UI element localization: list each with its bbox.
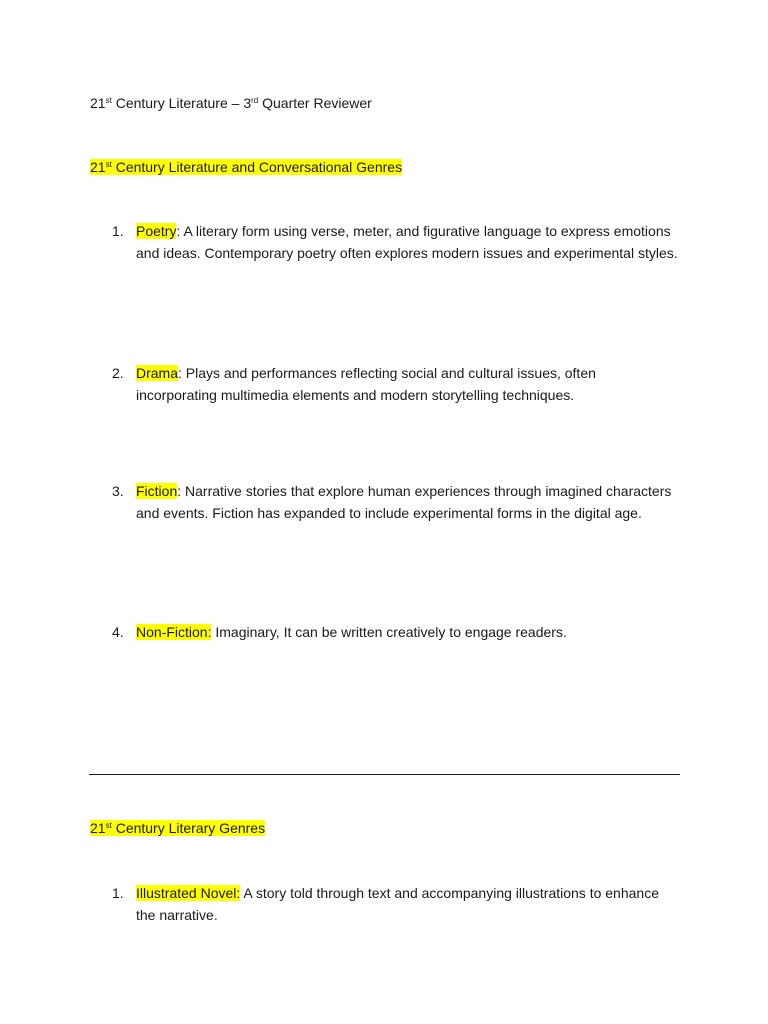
section-heading-conversational-genres (90, 158, 402, 176)
heading-rest: Century Literary Genres (111, 820, 266, 836)
definition-non-fiction: Imaginary, It can be written creatively to engage readers. (211, 624, 567, 640)
term-drama: Drama (136, 365, 179, 381)
list-item-number: 3. (112, 483, 124, 499)
heading-sup: st (105, 160, 112, 169)
list-item-number: 4. (112, 624, 124, 640)
heading-prefix: 21 (90, 820, 106, 836)
list-item-fiction (90, 480, 680, 524)
title-prefix-sup: st (105, 96, 112, 105)
heading-highlight (90, 820, 265, 836)
definition-fiction: : Narrative stories that explore human experiences through imagined characters and events. Fiction has expanded to include experimental forms in the digital age. (136, 483, 672, 521)
list-item-illustrated-novel (90, 882, 680, 926)
term-fiction: Fiction (136, 483, 178, 499)
horizontal-divider (89, 774, 680, 775)
title-middle: Century Literature – 3 (111, 95, 252, 111)
definition-poetry: : A literary form using verse, meter, and figurative language to express emotions and ideas. Contemporary poetry often explores modern issues and experimental styles. (136, 223, 678, 261)
list-item-number: 2. (112, 365, 124, 381)
title-middle-sup: rd (251, 96, 259, 105)
title-suffix: Quarter Reviewer (258, 95, 372, 111)
list-item-number: 1. (112, 223, 124, 239)
definition-drama: : Plays and performances reflecting social and cultural issues, often incorporating multimedia elements and modern storytelling techniques. (136, 365, 596, 403)
heading-rest: Century Literature and Conversational Genres (111, 159, 403, 175)
heading-prefix: 21 (90, 159, 106, 175)
term-poetry: Poetry (136, 223, 177, 239)
definition-illustrated-novel: A story told through text and accompanying illustrations to enhance the narrative. (136, 885, 659, 923)
heading-sup: st (105, 821, 112, 830)
heading-highlight (90, 159, 402, 175)
list-item-poetry (90, 220, 680, 264)
list-item-drama (90, 362, 680, 406)
section-heading-literary-genres (90, 819, 265, 837)
term-non-fiction: Non-Fiction: (136, 624, 212, 640)
title-prefix: 21 (90, 95, 106, 111)
list-item-non-fiction (90, 621, 680, 643)
list-item-number: 1. (112, 885, 124, 901)
term-illustrated-novel: Illustrated Novel: (136, 885, 241, 901)
document-title (90, 94, 372, 112)
